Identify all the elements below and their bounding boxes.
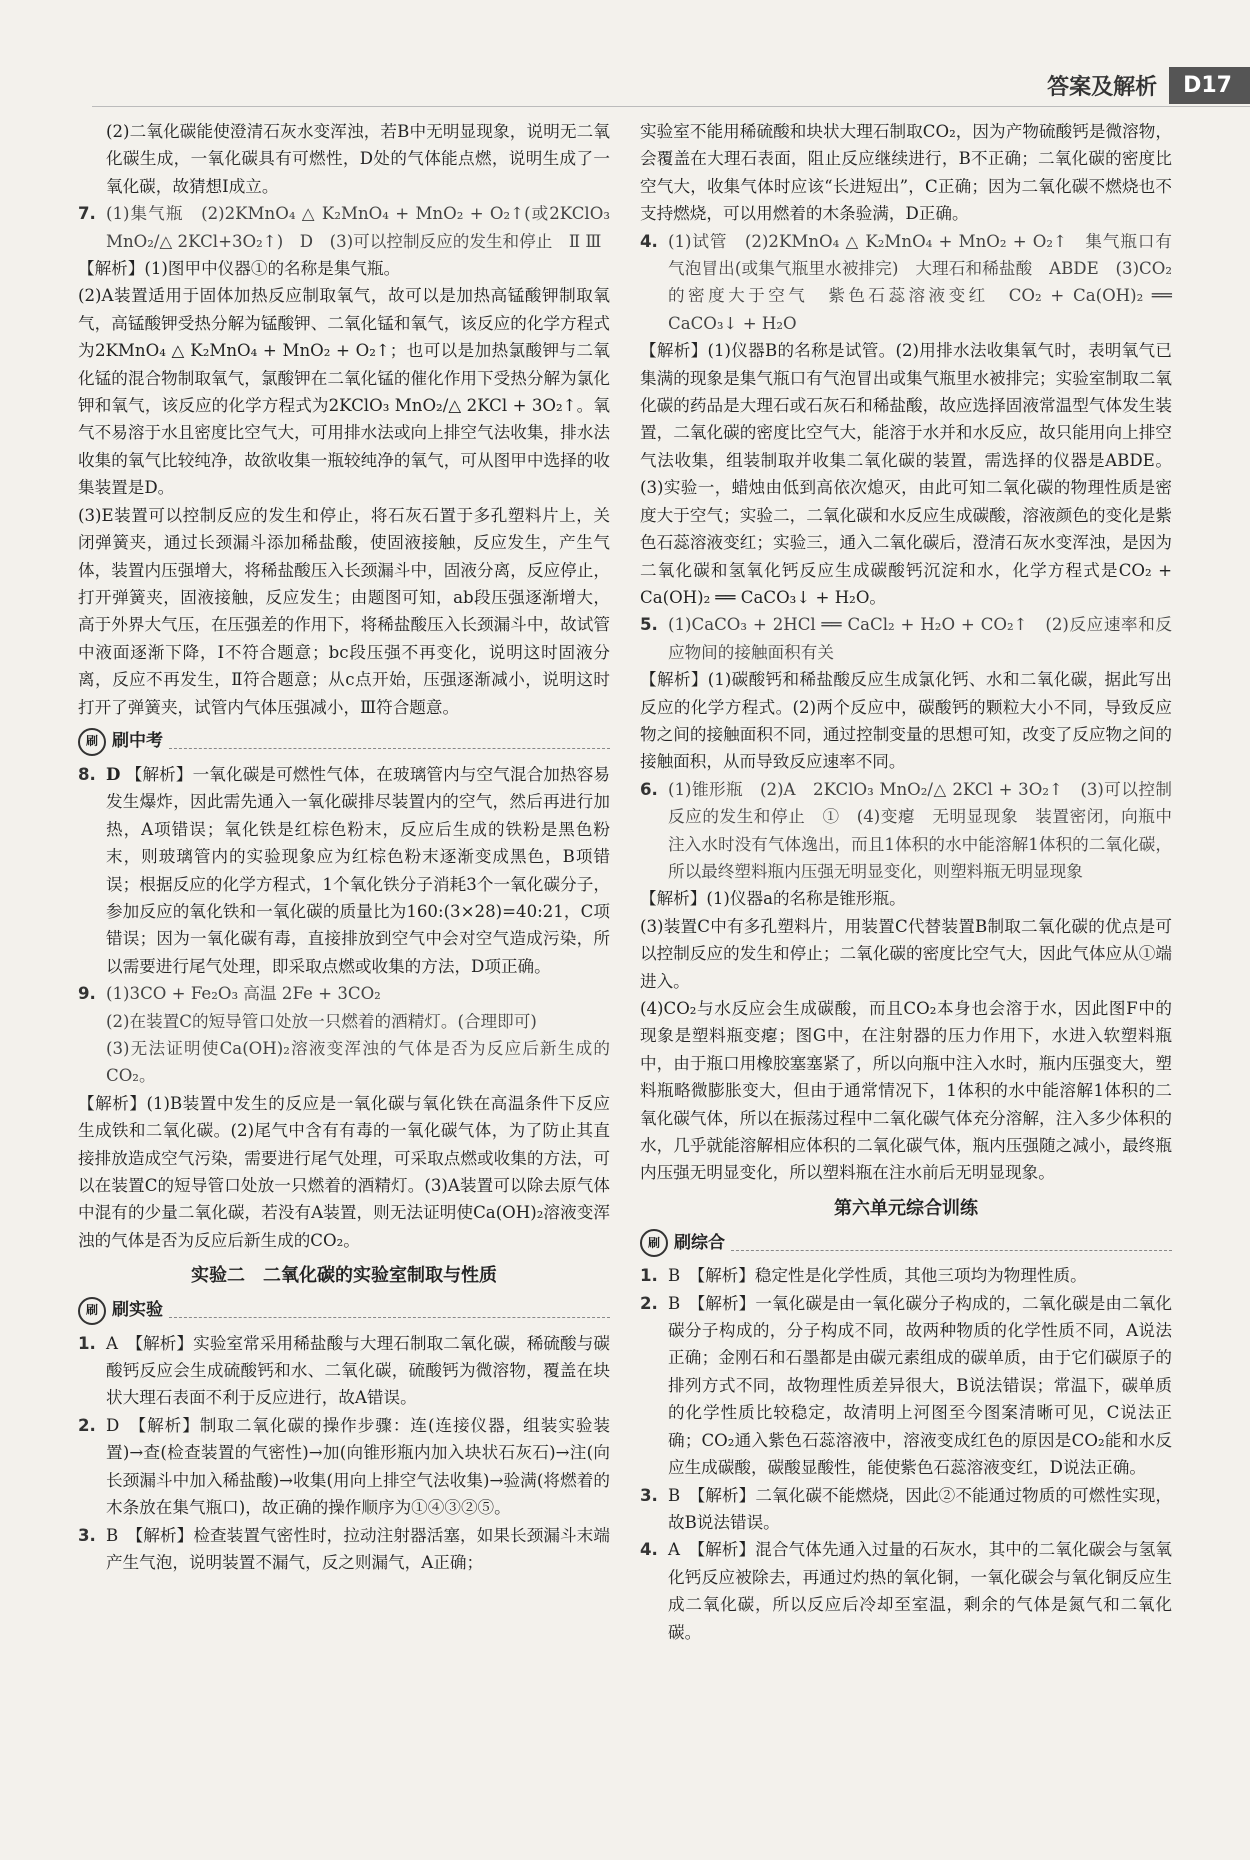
paragraph: (2)二氧化碳能使澄清石灰水变浑浊，若B中无明显现象，说明无二氧化碳生成，一氧化碳具有可燃性，D处的气体能点燃，说明生成了一氧化碳，故猜想Ⅰ成立。 (106, 122, 610, 196)
badge-rule (731, 1236, 1172, 1251)
analysis: 【解析】(1)仪器B的名称是试管。(2)用排水法收集氧气时，表明氧气已集满的现象是集气瓶口有气泡冒出或集气瓶里水被排完；实验室制取二氧化碳的药品是大理石或石灰石和稀盐酸，故应选择固液常温型气体发生装置，二氧化碳的密度比空气大，能溶于水并和水反应，故只能用向上排空气法收集，组装制取并收集二氧化碳的装置，需选择的仪器是ABDE。(3)实验一，蜡烛由低到高依次熄灭，由此可知二氧化碳的物理性质是密度大于空气；实验二，二氧化碳和水反应生成碳酸，溶液颜色的变化是紫色石蕊溶液变红；实验三，通入二氧化碳后，澄清石灰水变浑浊，是因为二氧化碳和氢氧化钙反应生成碳酸钙沉淀和水，化学方程式是CO₂ + Ca(OH)₂ ══ CaCO₃↓ + H₂O。 (640, 341, 1172, 607)
answer-analysis: B 【解析】一氧化碳是由一氧化碳分子构成的，二氧化碳是由二氧化碳分子构成的，分子构成不同，故两种物质的化学性质不同，A说法正确；金刚石和石墨都是由碳元素组成的碳单质，由于它们碳原子的排列方式不同，故物理性质差异很大，B说法错误；常温下，碳单质的化学性质比较稳定，故清明上河图至今图案清晰可见，C说法正确；CO₂通入紫色石蕊溶液中，溶液变成红色的原因是CO₂能和水反应生成碳酸，碳酸显酸性，能使紫色石蕊溶液变红，D说法正确。 (668, 1293, 1172, 1478)
answer-analysis: A 【解析】混合气体先通入过量的石灰水，其中的二氧化碳会与氢氧化钙反应被除去，再通过灼热的氧化铜，一氧化碳会与氧化铜反应生成二氧化碳，所以反应后冷却至室温，剩余的气体是氮气和二氧化碳。 (668, 1540, 1172, 1642)
answer-analysis: B 【解析】检查装置气密性时，拉动注射器活塞，如果长颈漏斗末端产生气泡，说明装置不漏气，反之则漏气，A正确； (106, 1525, 610, 1572)
answer: D (106, 763, 121, 784)
page-header (1047, 62, 1250, 108)
question-number: 4. (640, 231, 658, 251)
badge-icon: 刷 (640, 1229, 668, 1257)
answer: (1)锥形瓶 (2)A 2KClO₃ MnO₂/△ 2KCl + 3O₂↑ (3)可以控制反应的发生和停止 ① (4)变瘪 无明显现象 装置密闭，向瓶中注入水时没有气体逸出，而且1体积的水中能溶解1体积的二氧化碳，所以最终塑料瓶内压强无明显变化，则塑料瓶无明显现象 (668, 779, 1172, 881)
answer: (1)CaCO₃ + 2HCl ══ CaCl₂ + H₂O + CO₂↑ (2)反应速率和反应物间的接触面积有关 (668, 615, 1172, 662)
exp-question-3 (78, 1522, 610, 1577)
question-number: 3. (640, 1485, 658, 1505)
question-number: 5. (640, 615, 658, 635)
badge-icon: 刷 (78, 728, 106, 756)
badge-rule (169, 734, 610, 749)
answer-analysis: D 【解析】制取二氧化碳的操作步骤：连(连接仪器，组装实验装置)→查(检查装置的气密性)→加(向锥形瓶内加入块状石灰石)→注(向长颈漏斗中加入稀盐酸)→收集(用向上排空气法收集)→验满(将燃着的木条放在集气瓶口)，故正确的操作顺序为①④③②⑤。 (106, 1415, 610, 1518)
badge-label: 刷实验 (112, 1299, 163, 1320)
section-title: 实验二 二氧化碳的实验室制取与性质 (191, 1265, 497, 1287)
paragraph: 实验室不能用稀硫酸和块状大理石制取CO₂，因为产物硫酸钙是微溶物，会覆盖在大理石表面，阻止反应继续进行，B不正确；二氧化碳的密度比空气大，收集气体时应该“长进短出”，C正确；因为二氧化碳不燃烧也不支持燃烧，可以用燃着的木条验满，D正确。 (640, 122, 1172, 224)
section-badge (640, 1228, 1172, 1258)
analysis: (4)CO₂与水反应会生成碳酸，而且CO₂本身也会溶于水，因此图F中的现象是塑料瓶变瘪；图G中，在注射器的压力作用下，水进入软塑料瓶中，由于瓶口用橡胶塞塞紧了，所以向瓶中注入水时，瓶内压强变大，塑料瓶略微膨胀变大，但由于通常情况下，1体积的水中能溶解1体积的二氧化碳气体，所以在振荡过程中二氧化碳气体充分溶解，注入多少体积的水，几乎就能溶解相应体积的二氧化碳气体，瓶内压强随之减小，最终瓶内压强无明显变化，所以塑料瓶在注水前后无明显现象。 (640, 999, 1172, 1183)
comp-question-4 (640, 1536, 1172, 1646)
question-number: 1. (78, 1333, 96, 1353)
question-number: 2. (78, 1415, 96, 1435)
answer: (1)集气瓶 (2)2KMnO₄ △ K₂MnO₄ + MnO₂ + O₂↑(或2KClO₃ MnO₂/△ 2KCl+3O₂↑) D (3)可以控制反应的发生和停止 Ⅱ Ⅲ (106, 204, 610, 251)
section-badge (78, 727, 610, 757)
answer-analysis: A 【解析】实验室常采用稀盐酸与大理石制取二氧化碳，稀硫酸与碳酸钙反应会生成硫酸钙和水、二氧化碳，硫酸钙为微溶物，覆盖在块状大理石表面不利于反应进行，故A错误。 (106, 1333, 610, 1408)
question-5 (640, 611, 1172, 666)
page-number: D17 (1169, 67, 1250, 104)
badge-rule (169, 1303, 610, 1318)
section-badge (78, 1296, 610, 1326)
question-4 (640, 228, 1172, 338)
header-title: 答案及解析 (1047, 74, 1158, 100)
badge-label: 刷中考 (112, 731, 163, 752)
question-number: 9. (78, 984, 96, 1004)
answer-analysis: B 【解析】稳定性是化学性质，其他三项均为物理性质。 (668, 1266, 1087, 1286)
answer: (2)在装置C的短导管口处放一只燃着的酒精灯。(合理即可) (106, 1011, 537, 1031)
analysis: 【解析】一氧化碳是可燃性气体，在玻璃管内与空气混合加热容易发生爆炸，因此需先通入一氧化碳排尽装置内的空气，然后再进行加热，A项错误；氧化铁是红棕色粉末，反应后生成的铁粉是黑色粉末，则玻璃管内的实验现象应为红棕色粉末逐渐变成黑色，B项错误；根据反应的化学方程式，1个氧化铁分子消耗3个一氧化碳分子，参加反应的氧化铁和一氧化碳的质量比为160:(3×28)=40:21，C项错误；因为一氧化碳有毒，直接排放到空气中会对空气造成污染，所以需要进行尾气处理，即采取点燃或收集的方法，D项正确。 (106, 764, 611, 976)
exp-question-1 (78, 1330, 610, 1412)
question-6 (640, 776, 1172, 886)
answer: (3)无法证明使Ca(OH)₂溶液变浑浊的气体是否为反应后新生成的CO₂。 (106, 1039, 610, 1086)
badge-label: 刷综合 (674, 1232, 725, 1253)
answer: (1)3CO + Fe₂O₃ 高温 2Fe + 3CO₂ (106, 984, 381, 1004)
question-number: 4. (640, 1540, 658, 1560)
header-divider (92, 106, 1250, 107)
question-number: 3. (78, 1525, 96, 1545)
analysis: (3)装置C中有多孔塑料片，用装置C代替装置B制取二氧化碳的优点是可以控制反应的发生和停止；二氧化碳的密度比空气大，因此气体应从①端进入。 (640, 916, 1172, 991)
analysis: 【解析】(1)图甲中仪器①的名称是集气瓶。 (78, 259, 401, 279)
question-number: 7. (78, 204, 96, 224)
analysis: (2)A装置适用于固体加热反应制取氧气，故可以是加热高锰酸钾制取氧气，高锰酸钾受热分解为锰酸钾、二氧化锰和氧气，该反应的化学方程式为2KMnO₄ △ K₂MnO₄ + MnO₂ + O₂↑；也可以是加热氯酸钾与二氧化锰的混合物制取氧气，氯酸钾在二氧化锰的催化作用下受热分解为氯化钾和氧气，该反应的化学方程式为2KClO₃ MnO₂/△ 2KCl + 3O₂↑。氧气不易溶于水且密度比空气大，可用排水法或向上排空气法收集，排水法收集的氧气比较纯净，故欲收集一瓶较纯净的氧气，可从图甲中选择的收集装置是D。 (78, 286, 610, 498)
badge-icon: 刷 (78, 1297, 106, 1325)
exp-question-2 (78, 1412, 610, 1522)
question-number: 6. (640, 779, 658, 799)
analysis: 【解析】(1)碳酸钙和稀盐酸反应生成氯化钙、水和二氧化碳，据此写出反应的化学方程式。(2)两个反应中，碳酸钙的颗粒大小不同，导致反应物之间的接触面积不同，通过控制变量的思想可知，改变了反应物之间的接触面积，从而导致反应速率不同。 (640, 670, 1172, 772)
answer-analysis: B 【解析】二氧化碳不能燃烧，因此②不能通过物质的可燃性实现，故B说法错误。 (668, 1485, 1172, 1532)
question-number: 8. (78, 764, 96, 784)
section-title: 第六单元综合训练 (834, 1197, 978, 1219)
question-9 (78, 980, 610, 1090)
answer: (1)试管 (2)2KMnO₄ △ K₂MnO₄ + MnO₂ + O₂↑ 集气瓶口有气泡冒出(或集气瓶里水被排完) 大理石和稀盐酸 ABDE (3)CO₂的密度大于空气 紫色石蕊溶液变红 CO₂ + Ca(OH)₂ ══ CaCO₃↓ + H₂O (668, 231, 1172, 333)
question-8 (78, 761, 610, 980)
analysis: 【解析】(1)仪器a的名称是锥形瓶。 (640, 889, 906, 909)
right-column (640, 118, 1172, 1646)
question-number: 2. (640, 1293, 658, 1313)
question-7 (78, 200, 610, 255)
question-number: 1. (640, 1266, 658, 1286)
comp-question-2 (640, 1290, 1172, 1482)
analysis: 【解析】(1)B装置中发生的反应是一氧化碳与氧化铁在高温条件下反应生成铁和二氧化碳。(2)尾气中含有有毒的一氧化碳气体，为了防止其直接排放造成空气污染，需要进行尾气处理，可采取点燃或收集的方法，可以在装置C的短导管口处放一只燃着的酒精灯。(3)A装置可以除去原气体中混有的少量二氧化碳，若没有A装置，则无法证明使Ca(OH)₂溶液变浑浊的气体是否为反应后新生成的CO₂。 (78, 1093, 610, 1250)
left-column (78, 118, 610, 1576)
comp-question-1 (640, 1262, 1172, 1289)
comp-question-3 (640, 1482, 1172, 1537)
analysis: (3)E装置可以控制反应的发生和停止，将石灰石置于多孔塑料片上，关闭弹簧夹，通过长颈漏斗添加稀盐酸，使固液接触，反应发生，产生气体，装置内压强增大，将稀盐酸压入长颈漏斗中，固液分离，反应停止，打开弹簧夹，固液接触，反应发生；由题图可知，ab段压强逐渐增大，高于外界大气压，在压强差的作用下，将稀盐酸压入长颈漏斗中，故试管中液面逐渐下降，Ⅰ不符合题意；bc段压强不再变化，说明这时固液分离，反应不再发生，Ⅱ符合题意；从c点开始，压强逐渐减小，说明这时打开了弹簧夹，试管内气体压强减小，Ⅲ符合题意。 (78, 505, 610, 717)
